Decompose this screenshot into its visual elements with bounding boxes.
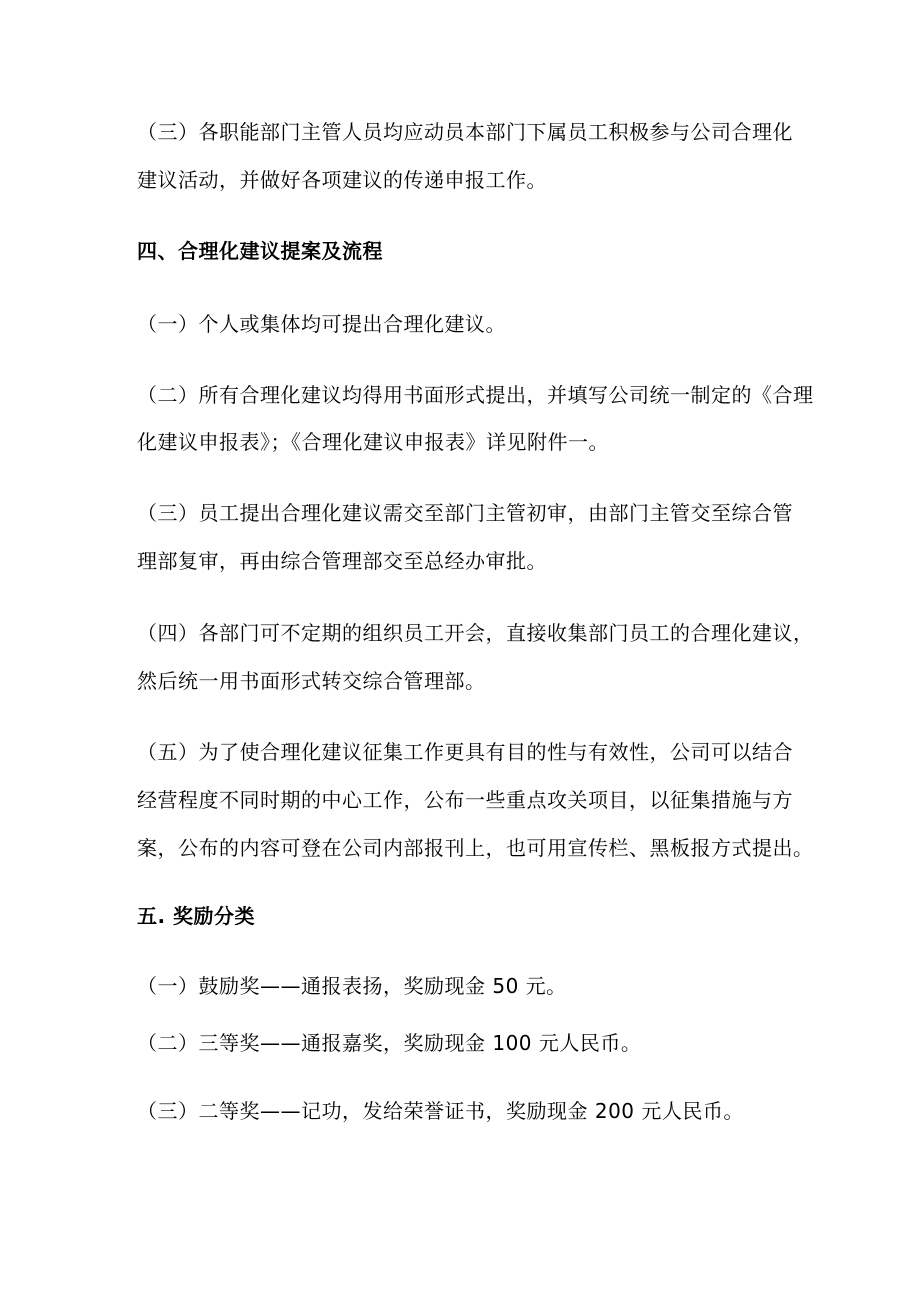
section-heading: 五. 奖励分类 xyxy=(137,904,256,928)
paragraph-line: （一）个人或集体均可提出合理化建议。 xyxy=(137,312,506,336)
paragraph-line: （四）各部门可不定期的组织员工开会，直接收集部门员工的合理化建议， xyxy=(137,621,814,645)
paragraph-line: 然后统一用书面形式转交综合管理部。 xyxy=(137,669,486,693)
paragraph-line: 理部复审，再由综合管理部交至总经办审批。 xyxy=(137,549,547,573)
award-line: （一）鼓励奖——通报表扬，奖励现金 50 元。 xyxy=(137,974,567,998)
paragraph-line: （三）员工提出合理化建议需交至部门主管初审，由部门主管交至综合管 xyxy=(137,501,793,525)
paragraph-line: 化建议申报表》；《合理化建议申报表》详见附件一。 xyxy=(137,430,609,454)
paragraph-line: 案，公布的内容可登在公司内部报刊上，也可用宣传栏、黑板报方式提出。 xyxy=(137,836,814,860)
award-line: （二）三等奖——通报嘉奖，奖励现金 100 元人民币。 xyxy=(137,1031,642,1055)
section-heading: 四、合理化建议提案及流程 xyxy=(137,239,383,263)
paragraph-line: （五）为了使合理化建议征集工作更具有目的性与有效性，公司可以结合 xyxy=(137,740,793,764)
paragraph-line: 建议活动，并做好各项建议的传递申报工作。 xyxy=(137,168,547,192)
award-line: （三）二等奖——记功，发给荣誉证书，奖励现金 200 元人民币。 xyxy=(137,1099,744,1123)
paragraph-line: （三）各职能部门主管人员均应动员本部门下属员工积极参与公司合理化 xyxy=(137,120,793,144)
paragraph-line: （二）所有合理化建议均得用书面形式提出，并填写公司统一制定的《合理 xyxy=(137,383,814,407)
paragraph-line: 经营程度不同时期的中心工作，公布一些重点攻关项目，以征集措施与方 xyxy=(137,788,793,812)
